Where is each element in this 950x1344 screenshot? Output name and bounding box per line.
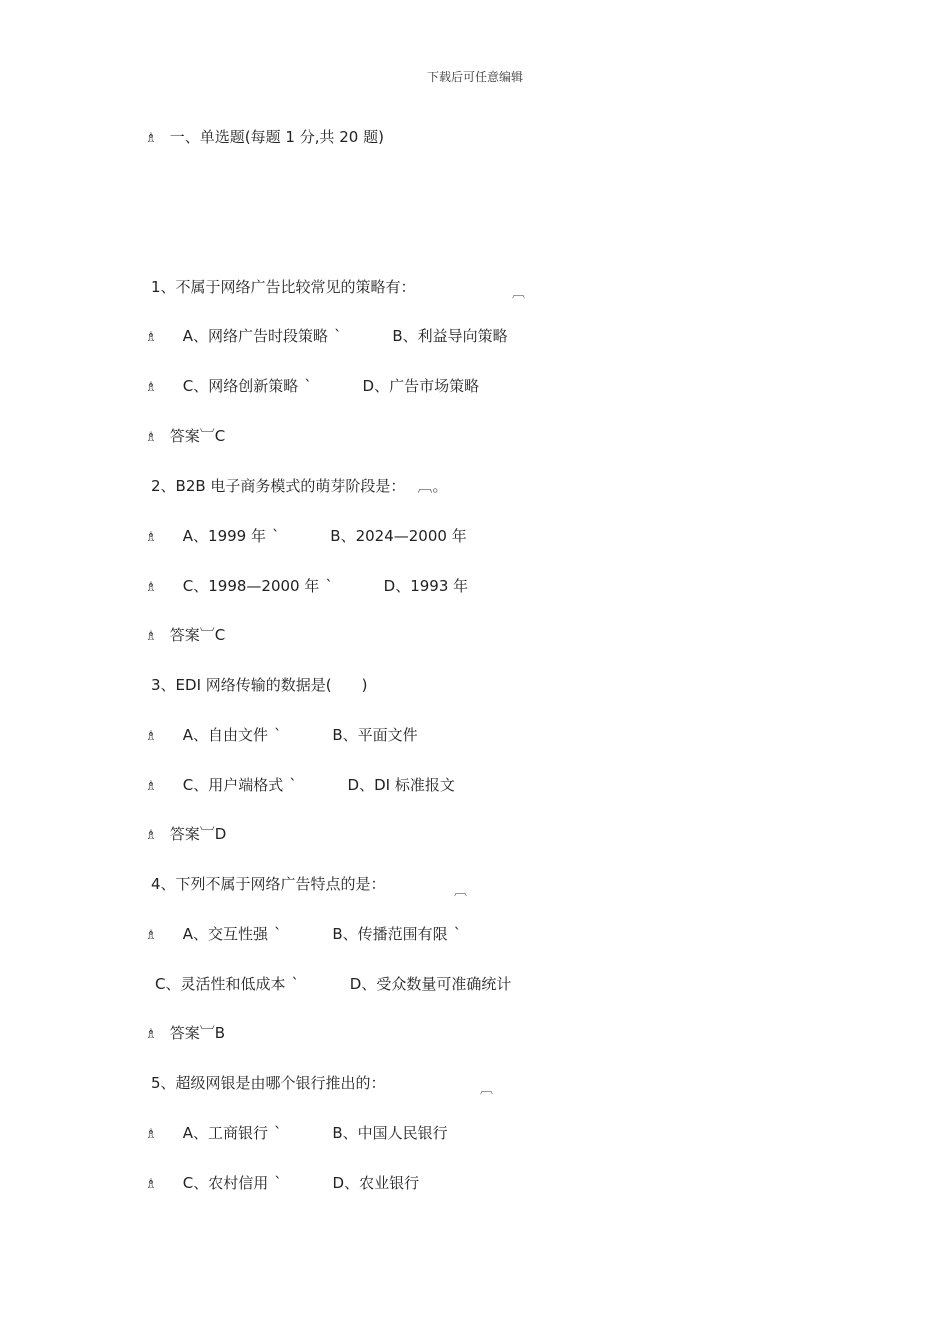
section-title: 一、单选题(每题 1 分,共 20 题) [169,128,384,146]
question-3-options-row-1 [145,725,418,747]
question-5-stem: 5、超级网银是由哪个银行推出的： [151,1074,386,1092]
option-c: C、灵活性和低成本 [155,975,286,993]
option-d: D、受众数量可准确统计 [349,975,512,993]
tick-mark: ˋ [291,975,299,993]
option-b: B、平面文件 [332,726,418,744]
answer-text: 答案︺C [169,626,226,644]
tick-mark: ˋ [453,925,462,943]
option-a: A、交互性强 [182,925,269,943]
question-1-stem: 1、不属于网络广告比较常见的策略有： [151,278,416,296]
question-4-options-row-2 [155,974,511,994]
question-4-options-row-1 [145,924,461,946]
option-b: B、2024—2000 年 [330,527,467,545]
answer-text: 答案︺C [169,427,226,445]
question-5-options-row-2 [145,1173,419,1195]
question-2-options-row-2 [145,576,468,598]
answer-text: 答案︺D [169,825,227,843]
bullet-icon: ♗ [145,629,157,644]
bullet-icon: ♗ [145,380,157,395]
tick-mark: ˋ [304,377,312,395]
bullet-icon: ♗ [145,729,157,744]
option-b: B、传播范围有限 [332,925,448,943]
tick-mark: ˋ [274,1174,282,1192]
bullet-icon: ♗ [145,430,157,445]
option-d: D、广告市场策略 [362,377,480,395]
answer-text: 答案︺B [169,1024,226,1042]
bullet-icon: ♗ [145,1177,157,1192]
option-d: D、农业银行 [332,1174,420,1192]
option-a: A、工商银行 [182,1124,269,1142]
option-c: C、网络创新策略 [182,377,299,395]
option-d: D、DI 标准报文 [347,776,455,794]
question-2-options-row-1 [145,526,467,548]
tick-mark: ˋ [334,327,342,345]
bullet-icon: ♗ [145,1027,157,1042]
option-b: B、中国人民银行 [332,1124,448,1142]
bullet-icon: ♗ [145,1127,157,1142]
tick-mark: ˋ [272,527,280,545]
bullet-icon: ♗ [145,580,157,595]
tick-mark: ˋ [274,726,282,744]
bullet-icon: ♗ [145,530,157,545]
tick-mark: ˋ [289,776,297,794]
question-1-options-row-1 [145,326,508,348]
option-b: B、利益导向策略 [392,327,508,345]
question-4-stem: 4、下列不属于网络广告特点的是： [151,875,386,893]
option-c: C、农村信用 [182,1174,269,1192]
tick-mark: ˋ [325,577,333,595]
option-a: A、1999 年 [182,527,266,545]
question-1-options-row-2 [145,376,479,398]
question-4-answer [145,1023,225,1045]
tick-mark: ˋ [274,1124,282,1142]
bullet-icon: ♗ [145,779,157,794]
question-5-options-row-1 [145,1123,448,1145]
answer-blank-icon: ︹ [454,884,468,899]
bullet-icon: ♗ [145,330,157,345]
question-2-answer [145,625,225,647]
question-2-stem-line [151,476,447,496]
question-3-stem: 3、EDI 网络传输的数据是( ) [151,676,368,694]
option-c: C、用户端格式 [182,776,284,794]
option-a: A、自由文件 [182,726,269,744]
bullet-icon: ♗ [145,828,157,843]
option-d: D、1993 年 [383,577,469,595]
answer-blank-icon: ︹ [512,286,526,301]
bullet-icon: ♗ [145,131,157,146]
answer-blank-icon: ︹ [480,1082,494,1097]
section-title-line [145,127,384,149]
tick-mark: ˋ [274,925,282,943]
question-2-stem: 2、B2B 电子商务模式的萌芽阶段是： [151,477,406,495]
page-header: 下载后可任意编辑 [426,70,523,84]
option-c: C、1998—2000 年 [182,577,320,595]
option-a: A、网络广告时段策略 [182,327,329,345]
question-3-answer [145,824,226,846]
question-3-options-row-2 [145,775,455,797]
question-2-stem-suffix: ︹。 [417,477,448,495]
question-1-answer [145,426,225,448]
bullet-icon: ♗ [145,928,157,943]
